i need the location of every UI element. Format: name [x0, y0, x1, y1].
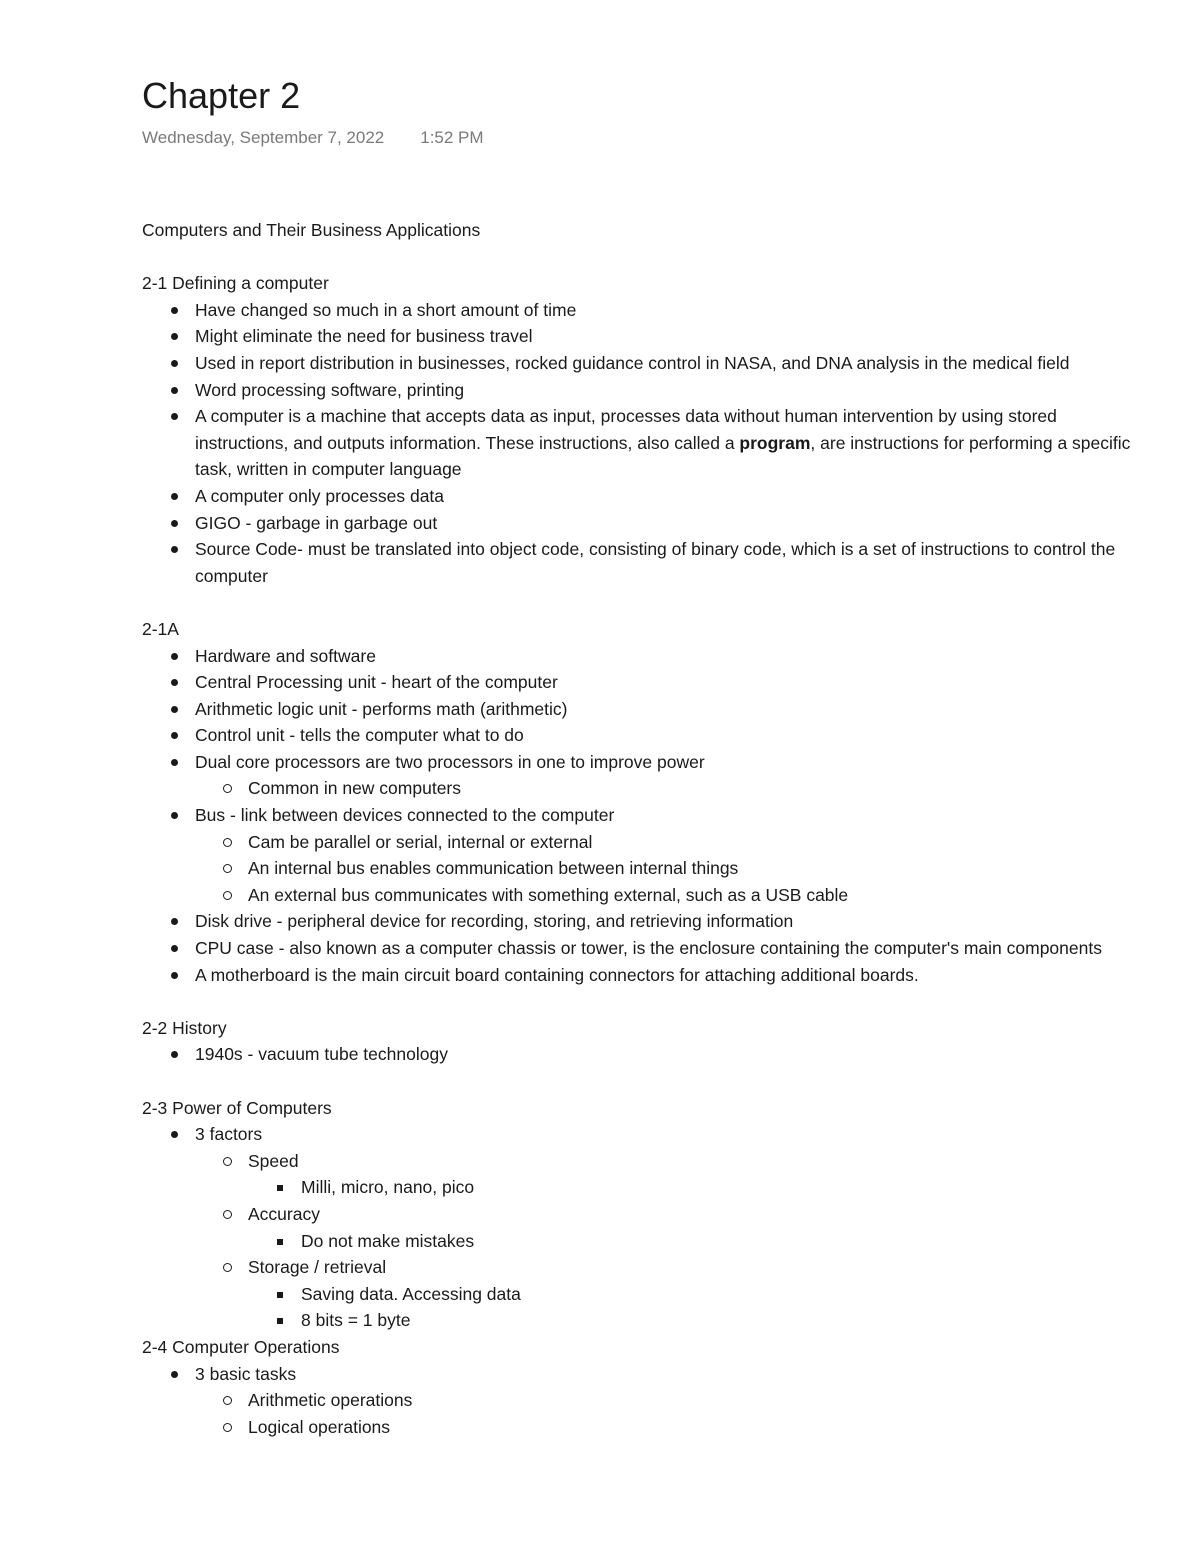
bullet-icon [170, 1361, 182, 1388]
section-heading: 2-4 Computer Operations [142, 1336, 340, 1357]
sub-list-item: Storage / retrieval Saving data. Accessing data 8 bits = 1 byte [195, 1254, 1142, 1334]
sub-list-item: Cam be parallel or serial, internal or external [195, 829, 1142, 856]
bullet-icon [170, 377, 182, 404]
section-heading: 2-3 Power of Computers [142, 1097, 332, 1118]
list-item: Used in report distribution in businesses, rocked guidance control in NASA, and DNA analysis in the medical field [142, 350, 1142, 377]
hollow-bullet-icon [223, 1387, 235, 1414]
list-item: Control unit - tells the computer what to do [142, 722, 1142, 749]
sub-list-item: Common in new computers [195, 775, 1142, 802]
sub-sub-list [248, 1228, 1142, 1255]
page-timestamp [142, 126, 1142, 150]
hollow-bullet-icon [223, 855, 235, 882]
hollow-bullet-icon [223, 1201, 235, 1228]
sub-list-item: Accuracy Do not make mistakes [195, 1201, 1142, 1254]
bullet-icon [170, 962, 182, 989]
sub-sub-list-item: Saving data. Accessing data [248, 1281, 1142, 1308]
bullet-icon [170, 749, 182, 776]
list-item: Hardware and software [142, 643, 1142, 670]
sub-sub-list-item: Milli, micro, nano, pico [248, 1174, 1142, 1201]
bullet-list [142, 1121, 1142, 1334]
bullet-icon [170, 908, 182, 935]
hollow-bullet-icon [223, 775, 235, 802]
note-body[interactable] [142, 217, 1142, 1440]
bullet-icon [170, 483, 182, 510]
list-item: 1940s - vacuum tube technology [142, 1041, 1142, 1068]
list-item: Bus - link between devices connected to the computer Cam be parallel or serial, internal or external An internal bus enables communication between internal things An external bus communicates with something external, such as a USB cable [142, 802, 1142, 908]
list-item: GIGO - garbage in garbage out [142, 510, 1142, 537]
bullet-icon [170, 802, 182, 829]
list-item: Might eliminate the need for business travel [142, 323, 1142, 350]
sub-sub-list-item: 8 bits = 1 byte [248, 1307, 1142, 1334]
list-item: Dual core processors are two processors in one to improve power Common in new computers [142, 749, 1142, 802]
hollow-bullet-icon [223, 1414, 235, 1441]
bullet-list [142, 643, 1142, 989]
page-title[interactable]: Chapter 2 [142, 75, 301, 116]
bullet-list [142, 1361, 1142, 1441]
list-item: Disk drive - peripheral device for recording, storing, and retrieving information [142, 908, 1142, 935]
list-item: Source Code- must be translated into object code, consisting of binary code, which is a set of instructions to control the computer [142, 536, 1142, 589]
sub-list-item: An internal bus enables communication between internal things [195, 855, 1142, 882]
page-date: Wednesday, September 7, 2022 [142, 128, 385, 147]
list-item: Arithmetic logic unit - performs math (arithmetic) [142, 696, 1142, 723]
square-bullet-icon [276, 1307, 288, 1334]
sub-list [195, 829, 1142, 909]
list-item: Word processing software, printing [142, 377, 1142, 404]
list-item: Central Processing unit - heart of the computer [142, 669, 1142, 696]
bold-term: program [739, 432, 811, 453]
bullet-icon [170, 510, 182, 537]
list-item: Have changed so much in a short amount of time [142, 297, 1142, 324]
square-bullet-icon [276, 1281, 288, 1308]
bullet-icon [170, 536, 182, 563]
sub-sub-list [248, 1281, 1142, 1334]
bullet-icon [170, 935, 182, 962]
bullet-icon [170, 1041, 182, 1068]
bullet-icon [170, 297, 182, 324]
hollow-bullet-icon [223, 1254, 235, 1281]
square-bullet-icon [276, 1228, 288, 1255]
page-time: 1:52 PM [420, 128, 484, 147]
bullet-list [142, 1041, 1142, 1068]
sub-list-item: Arithmetic operations [195, 1387, 1142, 1414]
hollow-bullet-icon [223, 882, 235, 909]
sub-sub-list [248, 1174, 1142, 1201]
bullet-icon [170, 1121, 182, 1148]
bullet-list [142, 297, 1142, 590]
section-heading: 2-1A [142, 618, 179, 639]
hollow-bullet-icon [223, 1148, 235, 1175]
sub-list [195, 1148, 1142, 1334]
bullet-icon [170, 323, 182, 350]
sub-list [195, 1387, 1142, 1440]
intro-heading: Computers and Their Business Applications [142, 220, 481, 240]
sub-list-item: Logical operations [195, 1414, 1142, 1441]
sub-list [195, 775, 1142, 802]
list-item: 3 basic tasks Arithmetic operations Logical operations [142, 1361, 1142, 1441]
bullet-icon [170, 350, 182, 377]
bullet-icon [170, 669, 182, 696]
list-item: A computer is a machine that accepts data as input, processes data without human intervention by using stored instructions, and outputs information. These instructions, also called a program, are instructions for performing a specific task, written in computer language [142, 403, 1142, 483]
list-item: 3 factors Speed Milli, micro, nano, pico Accuracy Do not make mistakes Storage / retrieval Saving data. Accessing data 8 bits = 1 byte [142, 1121, 1142, 1334]
note-page [142, 72, 1142, 1440]
sub-list-item: Speed Milli, micro, nano, pico [195, 1148, 1142, 1201]
list-item: A motherboard is the main circuit board containing connectors for attaching additional boards. [142, 962, 1142, 989]
section-heading: 2-2 History [142, 1017, 227, 1038]
list-item: A computer only processes data [142, 483, 1142, 510]
bullet-icon [170, 722, 182, 749]
list-item: CPU case - also known as a computer chassis or tower, is the enclosure containing the computer's main components [142, 935, 1142, 962]
section-heading: 2-1 Defining a computer [142, 273, 329, 294]
square-bullet-icon [276, 1174, 288, 1201]
hollow-bullet-icon [223, 829, 235, 856]
sub-list-item: An external bus communicates with something external, such as a USB cable [195, 882, 1142, 909]
bullet-icon [170, 696, 182, 723]
sub-sub-list-item: Do not make mistakes [248, 1228, 1142, 1255]
bullet-icon [170, 403, 182, 430]
bullet-icon [170, 643, 182, 670]
